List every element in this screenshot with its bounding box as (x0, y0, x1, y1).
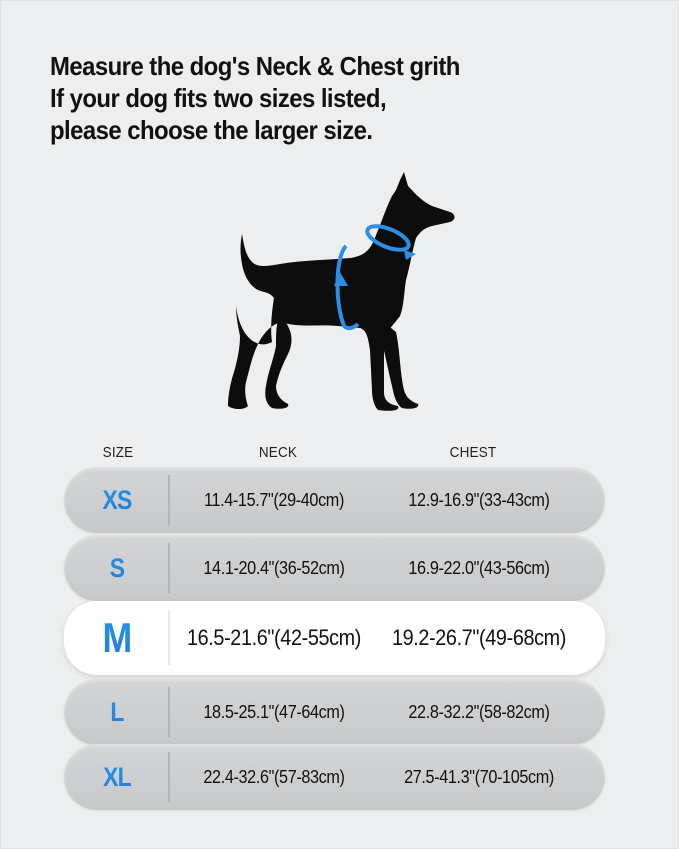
size-label: XL (72, 744, 162, 810)
chest-value: 16.9-22.0"(43-56cm) (408, 557, 550, 578)
headline-line-1: Measure the dog's Neck & Chest grith (50, 51, 460, 81)
size-label: XS (72, 467, 162, 533)
headline-line-2: If your dog fits two sizes listed, (50, 83, 387, 113)
size-row-m (64, 601, 605, 675)
row-divider (168, 543, 170, 593)
row-divider (168, 752, 170, 802)
size-label: S (72, 535, 162, 601)
chest-value: 12.9-16.9"(33-43cm) (408, 489, 550, 510)
size-label: L (72, 679, 162, 745)
headline-line-3: please choose the larger size. (50, 115, 373, 145)
row-divider (168, 611, 170, 665)
column-header-size: SIZE (102, 444, 134, 461)
chest-value: 19.2-26.7"(49-68cm) (391, 625, 567, 650)
dog-body (228, 172, 455, 411)
neck-value: 22.4-32.6"(57-83cm) (203, 766, 345, 787)
size-row-l (64, 679, 605, 745)
neck-value: 14.1-20.4"(36-52cm) (203, 557, 345, 578)
size-row-s (64, 535, 605, 601)
headline (50, 50, 602, 146)
size-row-xl (64, 744, 605, 810)
neck-value: 11.4-15.7"(29-40cm) (203, 489, 344, 510)
row-divider (168, 475, 170, 525)
row-divider (168, 687, 170, 737)
chest-value: 22.8-32.2"(58-82cm) (408, 701, 550, 722)
neck-value: 16.5-21.6"(42-55cm) (186, 625, 362, 650)
dog-front-leg (380, 324, 418, 409)
chest-value: 27.5-41.3"(70-105cm) (404, 766, 554, 787)
column-header-chest: CHEST (449, 444, 497, 461)
size-row-xs (64, 467, 605, 533)
neck-value: 18.5-25.1"(47-64cm) (203, 701, 345, 722)
size-label: M (72, 601, 162, 675)
dog-silhouette-icon (200, 160, 480, 420)
column-header-neck: NECK (258, 444, 298, 461)
